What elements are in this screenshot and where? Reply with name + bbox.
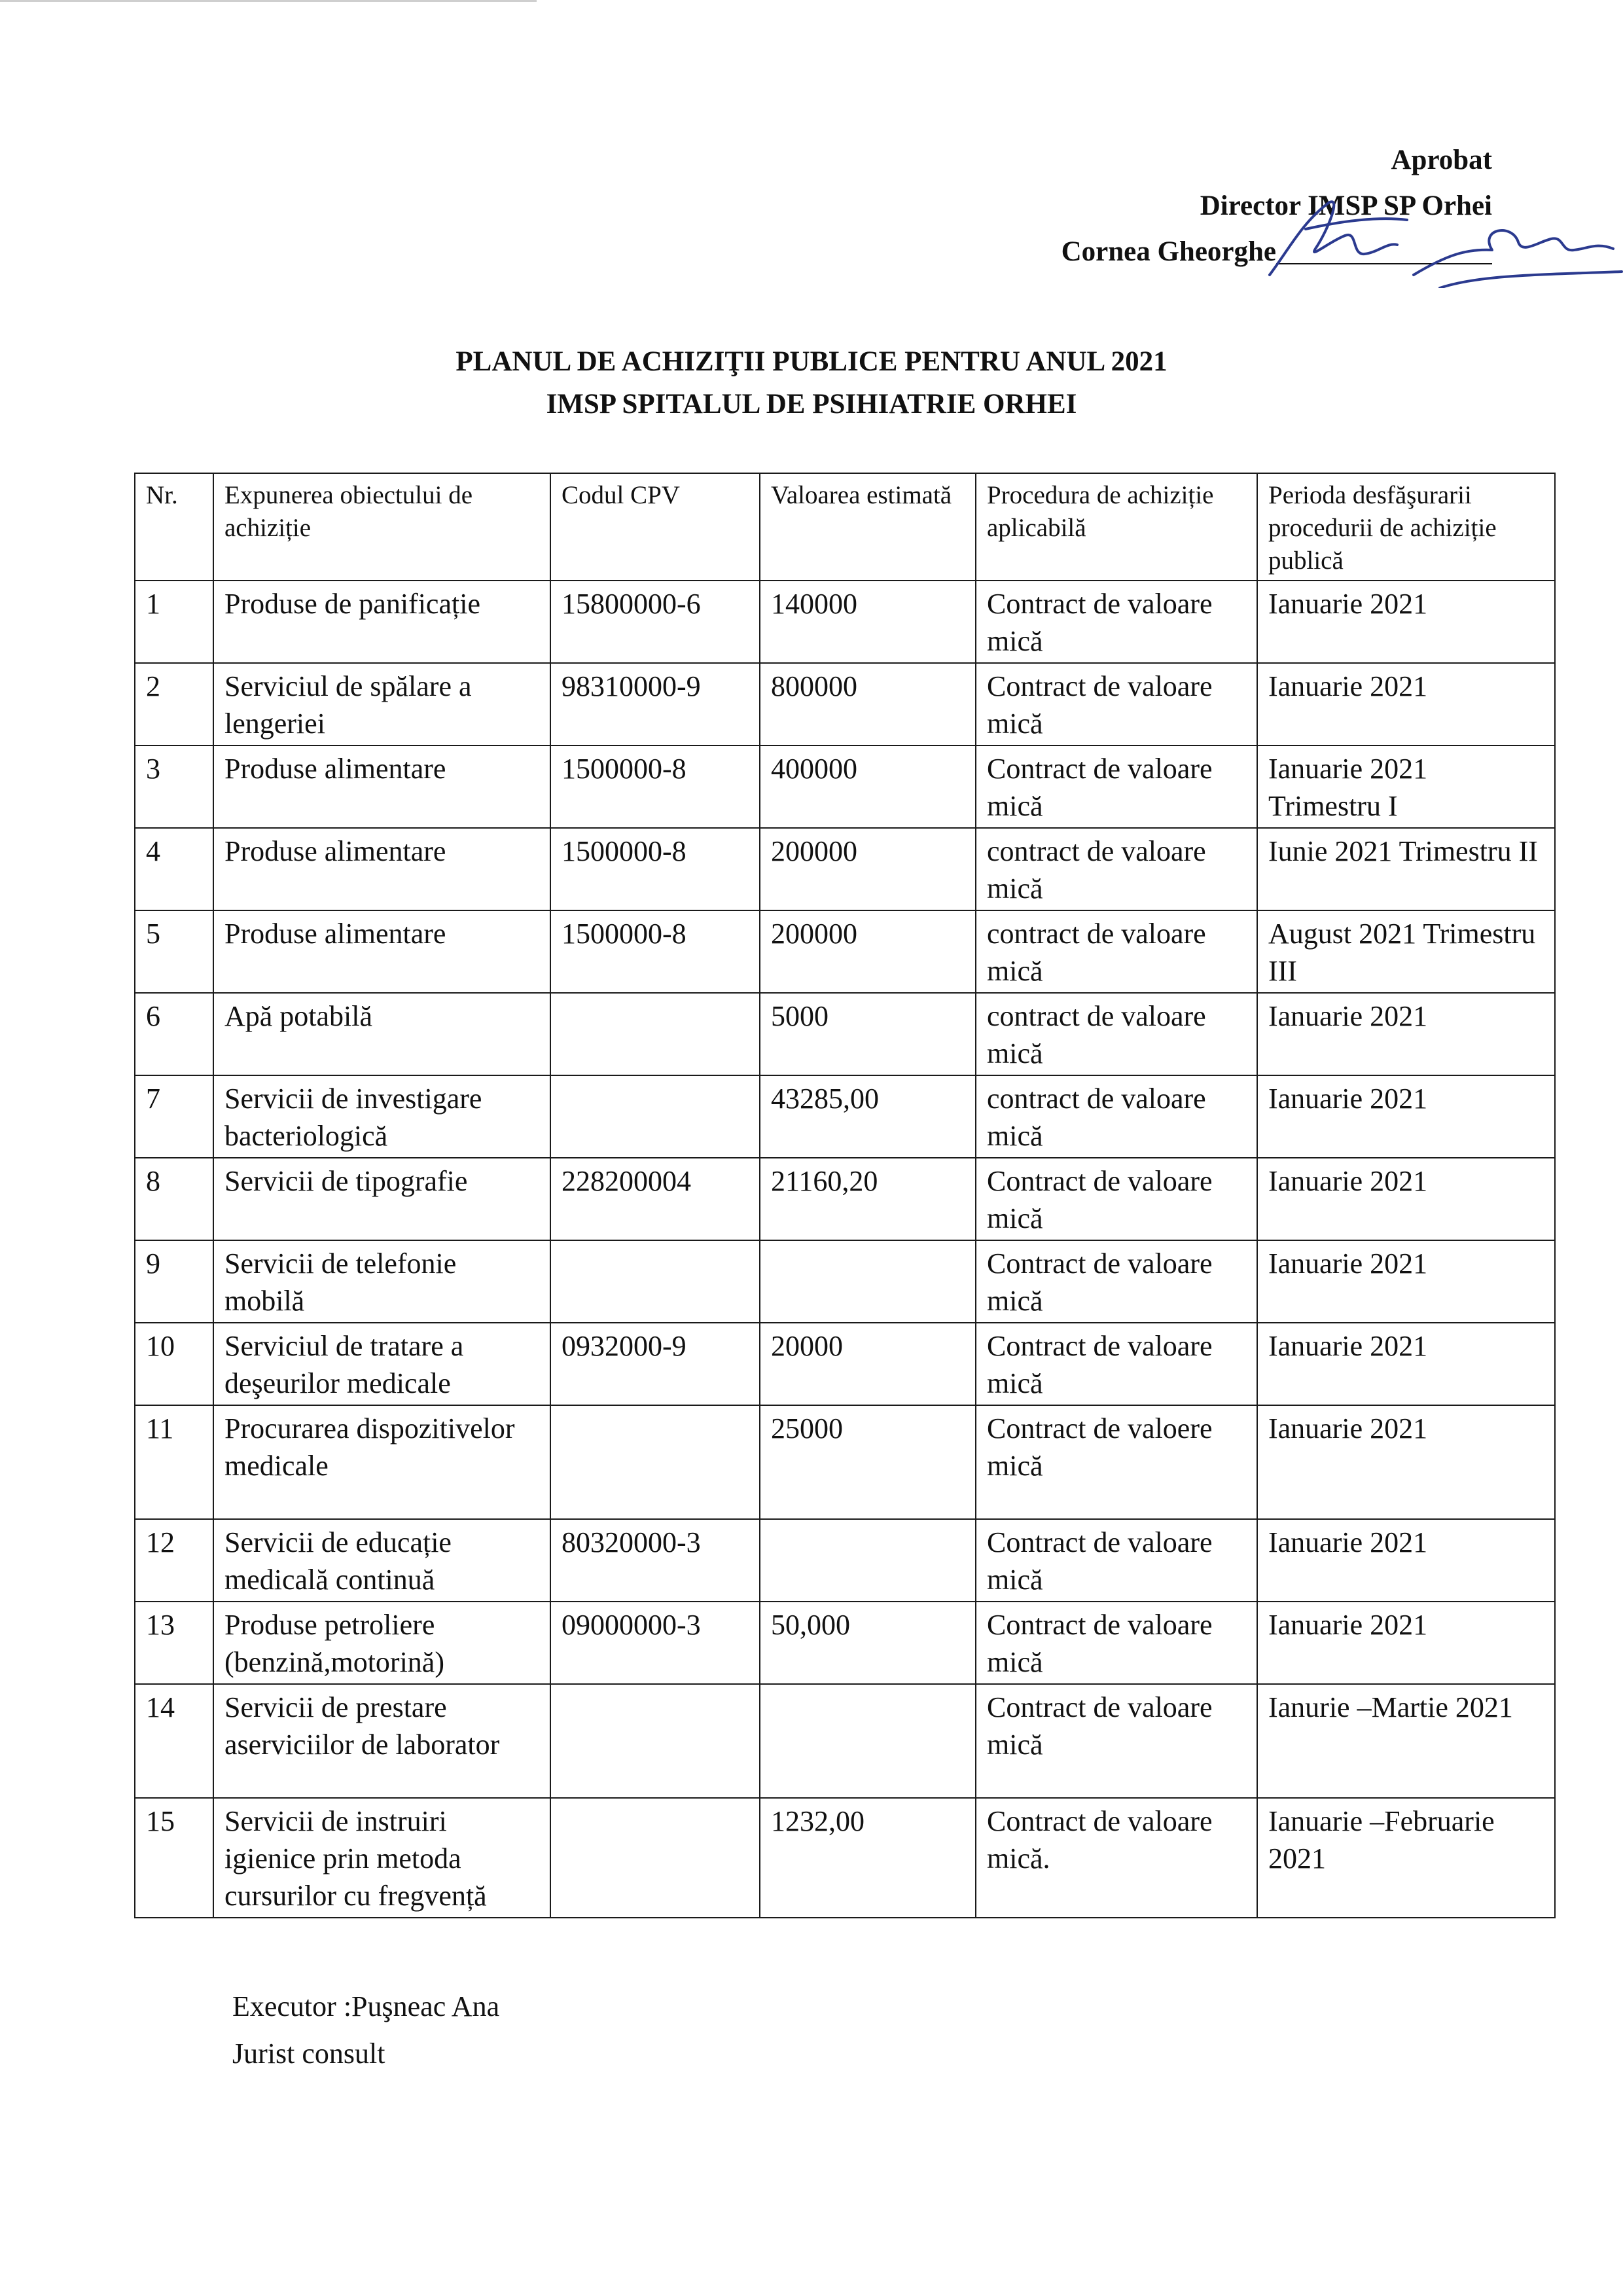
cell-procedure: Contract de valoere mică [976,1405,1257,1519]
cell-value: 800000 [760,663,976,745]
cell-cpv [550,1798,760,1918]
cell-procedure: Contract de valoare mică [976,745,1257,828]
cell-procedure: Contract de valoare mică [976,1519,1257,1602]
cell-cpv [550,993,760,1075]
cell-nr: 5 [135,910,213,993]
director-signature [1230,177,1623,288]
cell-value: 1232,00 [760,1798,976,1918]
cell-value: 200000 [760,910,976,993]
cell-procedure: Contract de valoare mică [976,1323,1257,1405]
executor-line: Executor :Puşneac Ana [232,1990,500,2022]
cell-object: Serviciul de tratare a deşeurilor medicale [213,1323,550,1405]
cell-object: Produse alimentare [213,910,550,993]
cell-nr: 14 [135,1684,213,1798]
cell-nr: 6 [135,993,213,1075]
cell-cpv [550,1684,760,1798]
cell-procedure: Contract de valoare mică [976,1240,1257,1323]
cell-period: Ianuarie 2021 [1257,1240,1555,1323]
cell-nr: 10 [135,1323,213,1405]
cell-cpv [550,1405,760,1519]
cell-period: Ianuarie –Februarie 2021 [1257,1798,1555,1918]
cell-object: Produse de panificație [213,581,550,663]
cell-object: Serviciul de spălare a lengeriei [213,663,550,745]
cell-cpv: 1500000-8 [550,828,760,910]
cell-procedure: Contract de valoare mică [976,663,1257,745]
cell-value: 50,000 [760,1602,976,1684]
cell-object: Produse alimentare [213,828,550,910]
cell-cpv [550,1075,760,1158]
cell-cpv: 09000000-3 [550,1602,760,1684]
cell-procedure: Contract de valoare mică [976,1602,1257,1684]
cell-procedure: Contract de valoare mică. [976,1798,1257,1918]
cell-object: Produse alimentare [213,745,550,828]
cell-procedure: Contract de valoare mică [976,581,1257,663]
cell-nr: 1 [135,581,213,663]
cell-period: Ianuarie 2021 Trimestru I [1257,745,1555,828]
header-object: Expunerea obiectului de achiziție [213,473,550,581]
cell-cpv: 80320000-3 [550,1519,760,1602]
cell-object: Servicii de instruiri igienice prin metoda cursurilor cu fregvență [213,1798,550,1918]
cell-value: 43285,00 [760,1075,976,1158]
cell-nr: 2 [135,663,213,745]
table-row [135,1240,1555,1323]
table-row [135,663,1555,745]
approval-status: Aprobat [1391,145,1492,175]
cell-value [760,1240,976,1323]
cell-period: Ianuarie 2021 [1257,1323,1555,1405]
cell-period: Ianuarie 2021 [1257,1075,1555,1158]
cell-object: Servicii de tipografie [213,1158,550,1240]
table-row [135,1405,1555,1519]
cell-value: 25000 [760,1405,976,1519]
footer-block [232,1983,499,2077]
cell-procedure: contract de valoare mică [976,1075,1257,1158]
cell-nr: 11 [135,1405,213,1519]
header-period: Perioda desfăşurarii procedurii de achiziție publică [1257,473,1555,581]
cell-period: Ianurie –Martie 2021 [1257,1684,1555,1798]
cell-value: 21160,20 [760,1158,976,1240]
cell-value: 140000 [760,581,976,663]
cell-value [760,1684,976,1798]
cell-nr: 13 [135,1602,213,1684]
cell-value: 5000 [760,993,976,1075]
cell-nr: 15 [135,1798,213,1918]
cell-value: 400000 [760,745,976,828]
title-line-2: IMSP SPITALUL DE PSIHIATRIE ORHEI [546,389,1077,420]
table-row [135,993,1555,1075]
cell-cpv: 1500000-8 [550,910,760,993]
cell-value: 20000 [760,1323,976,1405]
executor-role: Jurist consult [232,2037,385,2070]
cell-nr: 4 [135,828,213,910]
cell-procedure: contract de valoare mică [976,993,1257,1075]
cell-nr: 3 [135,745,213,828]
table-row [135,1602,1555,1684]
table-row [135,745,1555,828]
table-row [135,910,1555,993]
cell-value: 200000 [760,828,976,910]
cell-object: Procurarea dispozitivelor medicale [213,1405,550,1519]
cell-nr: 9 [135,1240,213,1323]
cell-procedure: Contract de valoare mică [976,1158,1257,1240]
cell-period: Ianuarie 2021 [1257,1519,1555,1602]
table-row [135,1323,1555,1405]
cell-object: Servicii de educație medicală continuă [213,1519,550,1602]
document-title [0,340,1623,425]
table-row [135,828,1555,910]
cell-procedure: contract de valoare mică [976,828,1257,910]
header-cpv: Codul CPV [550,473,760,581]
cell-cpv [550,1240,760,1323]
table-row [135,1075,1555,1158]
cell-object: Apă potabilă [213,993,550,1075]
cell-period: Ianuarie 2021 [1257,1405,1555,1519]
approval-name: Cornea Gheorghe [1061,236,1276,267]
cell-object: Produse petroliere (benzină,motorină) [213,1602,550,1684]
cell-cpv: 0932000-9 [550,1323,760,1405]
cell-period: Ianuarie 2021 [1257,663,1555,745]
cell-period: Ianuarie 2021 [1257,1602,1555,1684]
header-procedure: Procedura de achiziție aplicabilă [976,473,1257,581]
cell-cpv: 1500000-8 [550,745,760,828]
table-row [135,1798,1555,1918]
cell-nr: 8 [135,1158,213,1240]
cell-period: Iunie 2021 Trimestru II [1257,828,1555,910]
cell-period: Ianuarie 2021 [1257,993,1555,1075]
cell-cpv: 228200004 [550,1158,760,1240]
header-nr: Nr. [135,473,213,581]
cell-procedure: Contract de valoare mică [976,1684,1257,1798]
header-value: Valoarea estimată [760,473,976,581]
table-row [135,1519,1555,1602]
cell-period: Ianuarie 2021 [1257,1158,1555,1240]
cell-object: Servicii de prestare aserviciilor de laborator [213,1684,550,1798]
cell-procedure: contract de valoare mică [976,910,1257,993]
table-row [135,581,1555,663]
procurement-plan-table [134,473,1556,1918]
top-scan-rule [0,0,537,2]
title-line-1: PLANUL DE ACHIZIŢII PUBLICE PENTRU ANUL 2021 [455,346,1168,377]
table-row [135,1684,1555,1798]
cell-value [760,1519,976,1602]
table-row [135,1158,1555,1240]
approval-position: Director IMSP SP Orhei [1200,190,1492,221]
cell-cpv: 98310000-9 [550,663,760,745]
cell-object: Servicii de telefonie mobilă [213,1240,550,1323]
cell-period: August 2021 Trimestru III [1257,910,1555,993]
cell-nr: 7 [135,1075,213,1158]
cell-object: Servicii de investigare bacteriologică [213,1075,550,1158]
cell-period: Ianuarie 2021 [1257,581,1555,663]
cell-nr: 12 [135,1519,213,1602]
table-header-row [135,473,1555,581]
cell-cpv: 15800000-6 [550,581,760,663]
